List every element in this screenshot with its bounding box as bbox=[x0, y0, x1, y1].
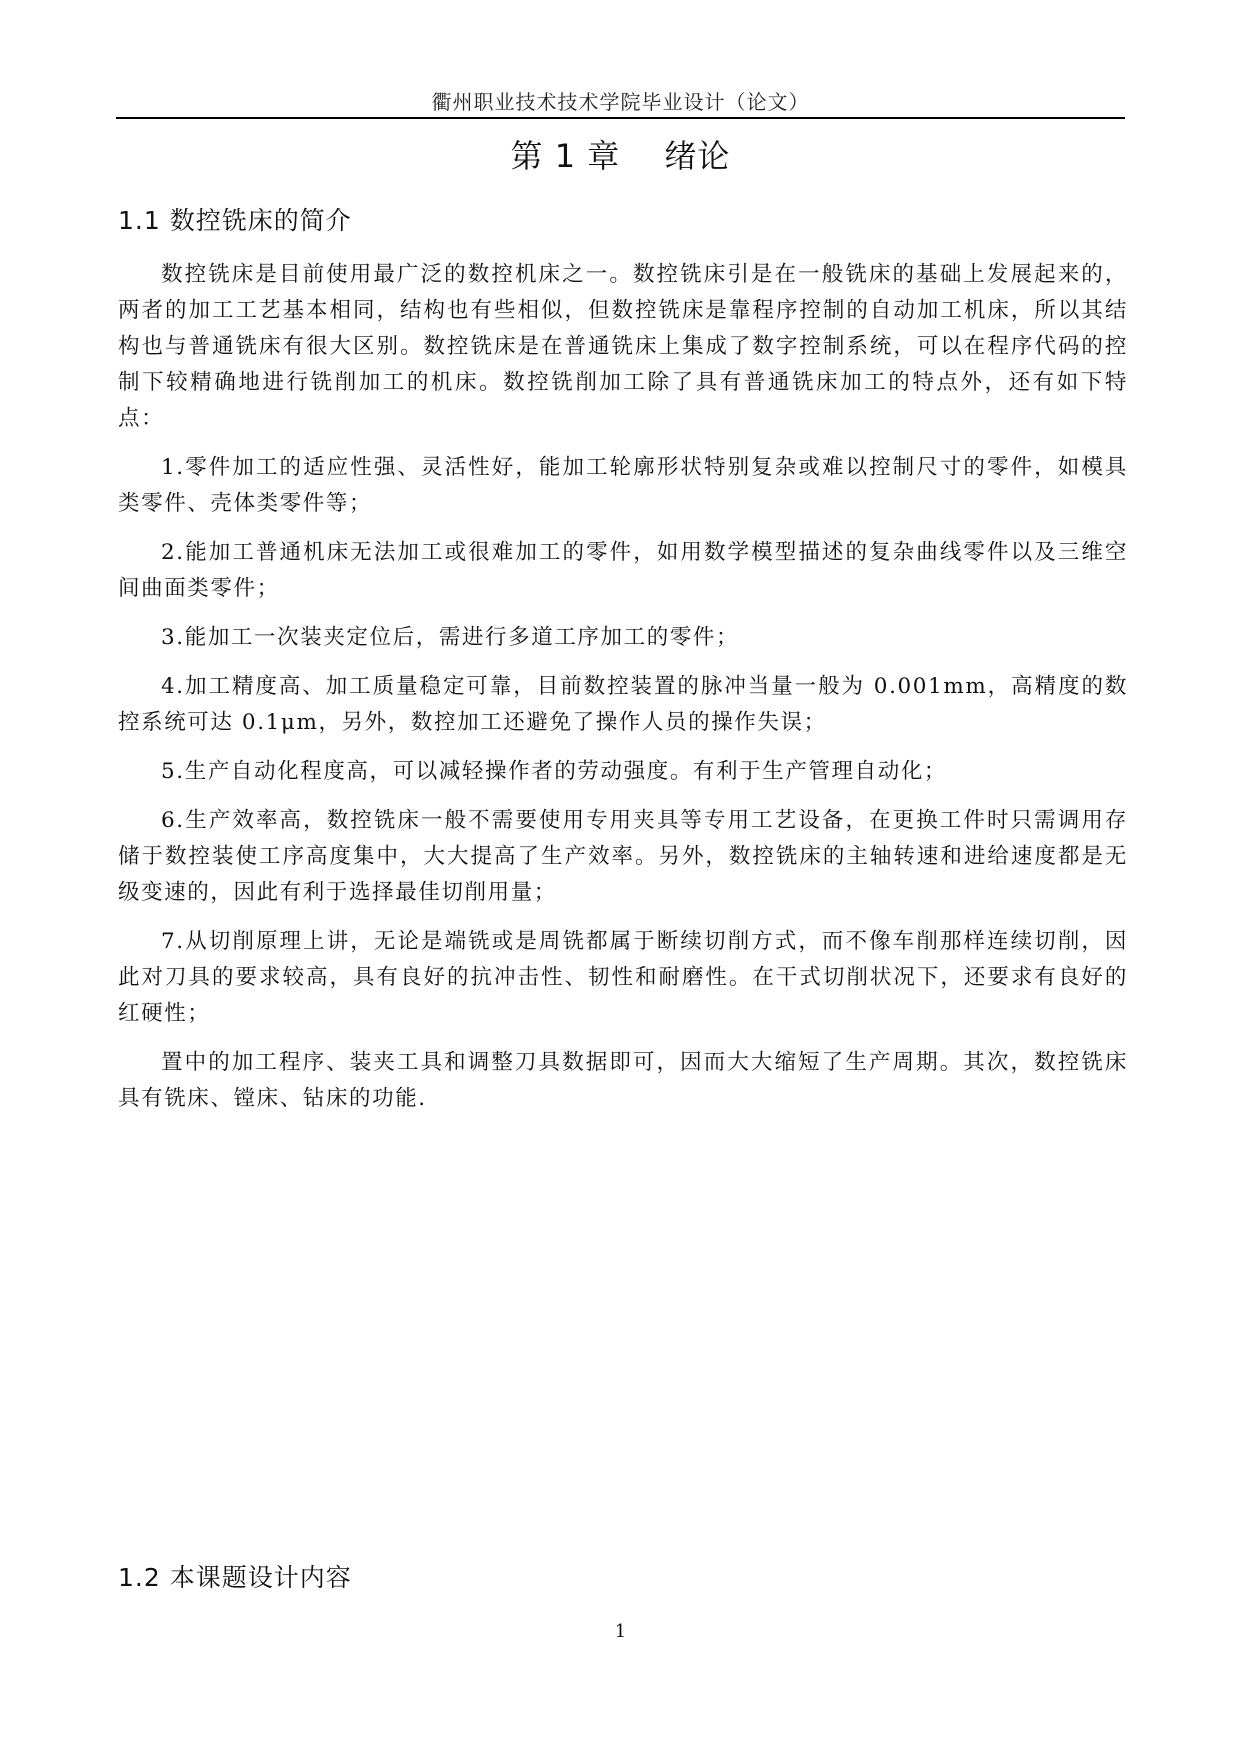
list-item-5: 5.生产自动化程度高，可以减轻操作者的劳动强度。有利于生产管理自动化； bbox=[161, 759, 948, 784]
list-item-1: 1.零件加工的适应性强、灵活性好，能加工轮廓形状特别复杂或难以控制尺寸的零件，如模具类零件、壳体类零件等； bbox=[118, 455, 1128, 516]
list-item-7: 7.从切削原理上讲，无论是端铣或是周铣都属于断续切削方式，而不像车削那样连续切削，因此对刀具的要求较高，具有良好的抗冲击性、韧性和耐磨性。在干式切削状况下，还要求有良好的红硬性； bbox=[118, 929, 1128, 1026]
list-item-3: 3.能加工一次装夹定位后，需进行多道工序加工的零件； bbox=[161, 625, 740, 650]
section-heading-1-1: 1.1 数控铣床的简介 bbox=[118, 206, 352, 235]
page-number: 1 bbox=[614, 1621, 627, 1642]
list-item-2: 2.能加工普通机床无法加工或很难加工的零件，如用数学模型描述的复杂曲线零件以及三维空间曲面类零件； bbox=[118, 540, 1128, 601]
running-header: 衢州职业技术技术学院毕业设计（论文） bbox=[431, 90, 810, 114]
list-item-4: 4.加工精度高、加工质量稳定可靠，目前数控装置的脉冲当量一般为 0.001mm，高精度的数控系统可达 0.1μm，另外，数控加工还避免了操作人员的操作失误； bbox=[118, 674, 1128, 735]
paragraph-closing: 置中的加工程序、装夹工具和调整刀具数据即可，因而大大缩短了生产周期。其次，数控铣床具有铣床、镗床、钻床的功能. bbox=[118, 1050, 1128, 1111]
paragraph-intro: 数控铣床是目前使用最广泛的数控机床之一。数控铣床引是在一般铣床的基础上发展起来的，两者的加工工艺基本相同，结构也有些相似，但数控铣床是靠程序控制的自动加工机床，所以其结构也与普通铣床有很大区别。数控铣床是在普通铣床上集成了数字控制系统，可以在程序代码的控制下较精确地进行铣削加工的机床。数控铣削加工除了具有普通铣床加工的特点外，还有如下特点： bbox=[118, 262, 1128, 431]
section-heading-1-2: 1.2 本课题设计内容 bbox=[118, 1563, 352, 1592]
list-item-6: 6.生产效率高，数控铣床一般不需要使用专用夹具等专用工艺设备，在更换工件时只需调用存储于数控装使工序高度集中，大大提高了生产效率。另外，数控铣床的主轴转速和进给速度都是无级变速的，因此有利于选择最佳切削用量； bbox=[118, 808, 1128, 905]
section-body bbox=[118, 257, 1128, 1130]
chapter-title: 第 1 章 绪论 bbox=[510, 137, 731, 175]
header-rule bbox=[116, 117, 1125, 119]
